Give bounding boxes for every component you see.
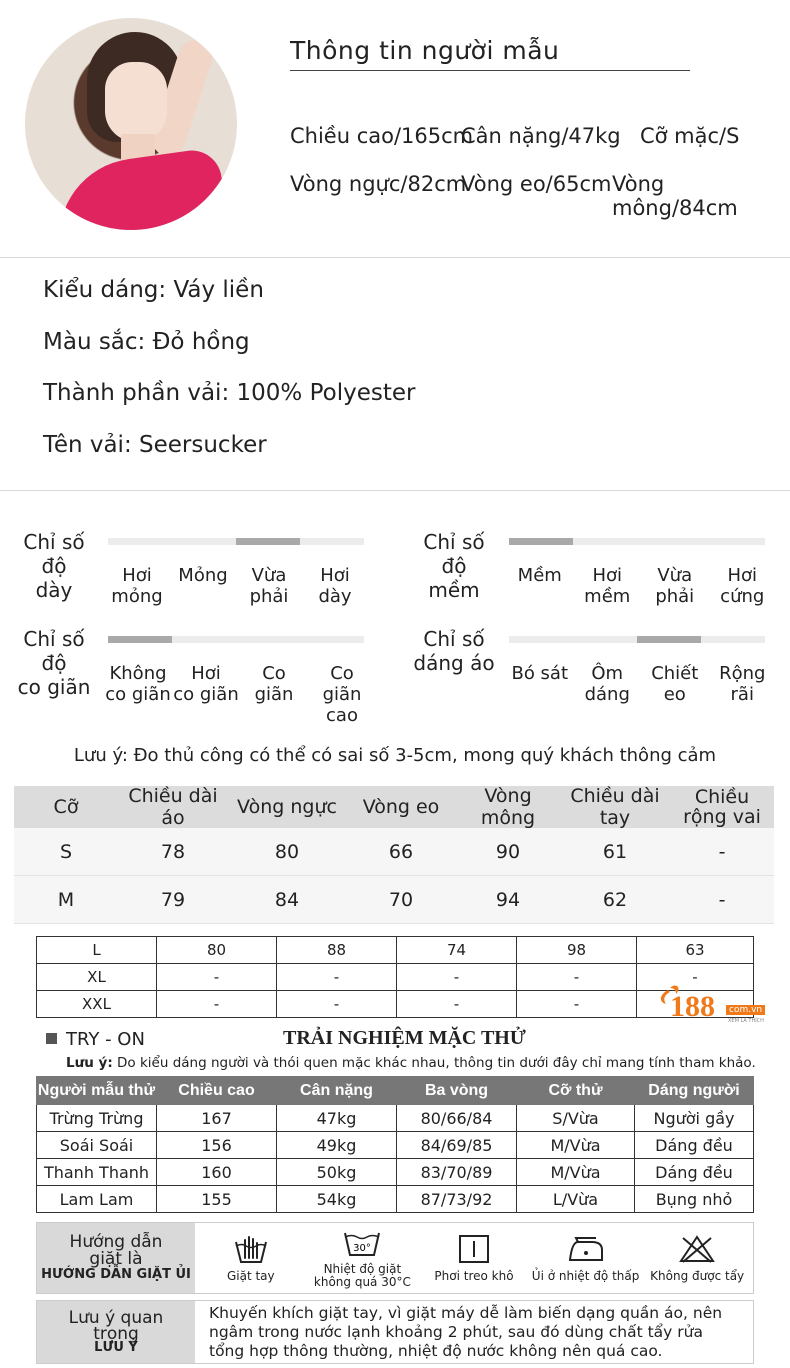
index-softness-options <box>506 565 776 607</box>
wash-item-bleach: Không được tẩy <box>641 1223 753 1293</box>
option: Hơi dày <box>318 565 352 607</box>
line-dry-icon <box>458 1234 490 1264</box>
index-thickness-options <box>104 565 368 607</box>
model-weight: Cân nặng/47kg <box>461 124 621 148</box>
attr-fabric-composition: Thành phần vải: 100% Polyester <box>43 380 416 406</box>
option: Hơi mỏng <box>111 565 163 607</box>
care-note-label: Lưu ý quan trọng LƯU Ý <box>37 1301 195 1363</box>
index-elasticity-scale <box>108 636 364 643</box>
tryon-title: TRẢI NGHIỆM MẶC THỬ <box>283 1027 526 1049</box>
table-row: XXL - - - - <box>37 991 754 1018</box>
index-softness-label: Chỉ số độ mềm <box>423 530 485 602</box>
size-table-header <box>14 786 774 828</box>
wash-30-icon <box>342 1227 382 1257</box>
index-fit-label: Chỉ số dáng áo <box>413 627 495 675</box>
wash-item-iron: Ủi ở nhiệt độ thấp <box>530 1223 642 1293</box>
attr-fabric-name: Tên vải: Seersucker <box>43 432 267 458</box>
tryon-note: Lưu ý: Do kiểu dáng người và thói quen mặc khác nhau, thông tin dưới đây chỉ mang tính tham khảo. <box>66 1055 756 1071</box>
index-fit-options <box>506 663 776 705</box>
option: Mềm <box>517 565 562 586</box>
scale-highlight <box>108 636 172 643</box>
option: Bó sát <box>511 663 569 684</box>
option: Ôm dáng <box>584 663 630 705</box>
header-cell: Vòng eo <box>362 796 440 818</box>
header-cell: Vòng mông <box>480 785 536 829</box>
measurement-note: Lưu ý: Đo thủ công có thể có sai số 3-5cm, mong quý khách thông cảm <box>73 745 717 766</box>
svg-text:30°: 30° <box>353 1243 372 1254</box>
tryon-label: TRY - ON <box>66 1029 145 1050</box>
option: Co giãn <box>254 663 294 705</box>
index-thickness-scale <box>108 538 364 545</box>
model-waist: Vòng eo/65cm <box>461 172 612 196</box>
size-table <box>14 786 774 924</box>
index-elasticity-label: Chỉ số độ co giãn <box>17 627 91 699</box>
table-row: Trừng Trừng 167 47kg 80/66/84 S/Vừa Người gầy <box>37 1105 754 1132</box>
table-row: XL - - - - - <box>37 964 754 991</box>
option: Hơi mềm <box>584 565 631 607</box>
option: Chiết eo <box>651 663 699 705</box>
option: Không co giãn <box>105 663 171 705</box>
index-fit-scale <box>509 636 765 643</box>
wash-item-dry: Phơi treo khô <box>418 1223 530 1293</box>
logo-suffix: com.vn <box>726 1005 765 1015</box>
model-hips: Vòng mông/84cm <box>612 172 738 220</box>
no-bleach-icon <box>679 1234 715 1264</box>
table-row: L 80 88 74 98 63 <box>37 937 754 964</box>
table-row: Lam Lam 155 54kg 87/73/92 L/Vừa Bụng nhỏ <box>37 1186 754 1213</box>
wash-guide <box>36 1222 754 1294</box>
index-elasticity-options <box>104 663 376 726</box>
header-cell: Chiều dài tay <box>570 785 660 829</box>
size-grid <box>36 936 754 1018</box>
model-info-title: Thông tin người mẫu <box>290 36 560 65</box>
tryon-table <box>36 1076 754 1213</box>
iron-low-icon <box>566 1234 606 1264</box>
header-cell-shoulder: Chiều rộng vai <box>683 786 761 828</box>
index-softness-scale <box>509 538 765 545</box>
product-attributes <box>0 259 790 491</box>
wash-item-temp: 30° Nhiệt độ giặt không quá 30°C <box>307 1223 419 1293</box>
scale-highlight <box>509 538 573 545</box>
table-row: S 78 80 66 90 61 - <box>14 828 774 876</box>
brand-logo <box>656 980 776 1028</box>
option: Vừa phải <box>249 565 289 607</box>
logo-number: 188 <box>670 990 715 1023</box>
option: Hơi co giãn <box>173 663 239 705</box>
header-cell: Chiều dài áo <box>128 785 218 829</box>
care-note <box>36 1300 754 1364</box>
option: Co giãn cao <box>322 663 362 726</box>
option: Hơi cứng <box>720 565 765 607</box>
option: Mỏng <box>178 565 228 586</box>
tryon-header-row: Người mẫu thử Chiều cao Cân nặng Ba vòng Cỡ thử Dáng người <box>37 1077 754 1105</box>
header-cell: Cỡ <box>53 796 79 818</box>
table-row: Soái Soái 156 49kg 84/69/85 M/Vừa Dáng đều <box>37 1132 754 1159</box>
model-info-section <box>0 0 790 258</box>
option: Vừa phải <box>655 565 695 607</box>
attr-color: Màu sắc: Đỏ hồng <box>43 329 250 355</box>
option: Rộng rãi <box>719 663 766 705</box>
index-thickness-label: Chỉ số độ dày <box>23 530 85 602</box>
care-note-text: Khuyến khích giặt tay, vì giặt máy dễ làm biến dạng quần áo, nên ngâm trong nước lạnh khoảng 2 phút, sau đó dùng chất tẩy rửa tổng hợp thông thường, nhiệt độ nước không nên quá cao. <box>209 1304 723 1360</box>
wash-item-hand: Giặt tay <box>195 1223 307 1293</box>
table-row: Thanh Thanh 160 50kg 83/70/89 M/Vừa Dáng đều <box>37 1159 754 1186</box>
attr-style: Kiểu dáng: Váy liền <box>43 277 264 303</box>
model-size: Cỡ mặc/S <box>640 124 740 148</box>
header-cell: Vòng ngực <box>237 796 337 818</box>
wash-guide-label: Hướng dẫn giặt là HƯỚNG DẪN GIẶT ỦI <box>37 1223 195 1293</box>
hand-wash-icon <box>233 1234 269 1264</box>
model-height: Chiều cao/165cm <box>290 124 474 148</box>
tryon-bullet <box>46 1033 57 1044</box>
title-underline <box>290 70 690 71</box>
table-row: M 79 84 70 94 62 - <box>14 876 774 924</box>
model-avatar <box>25 18 237 230</box>
logo-tagline: XEM LÀ THÍCH <box>728 1018 764 1024</box>
scale-highlight <box>236 538 300 545</box>
scale-highlight <box>637 636 701 643</box>
model-bust: Vòng ngực/82cm <box>290 172 467 196</box>
